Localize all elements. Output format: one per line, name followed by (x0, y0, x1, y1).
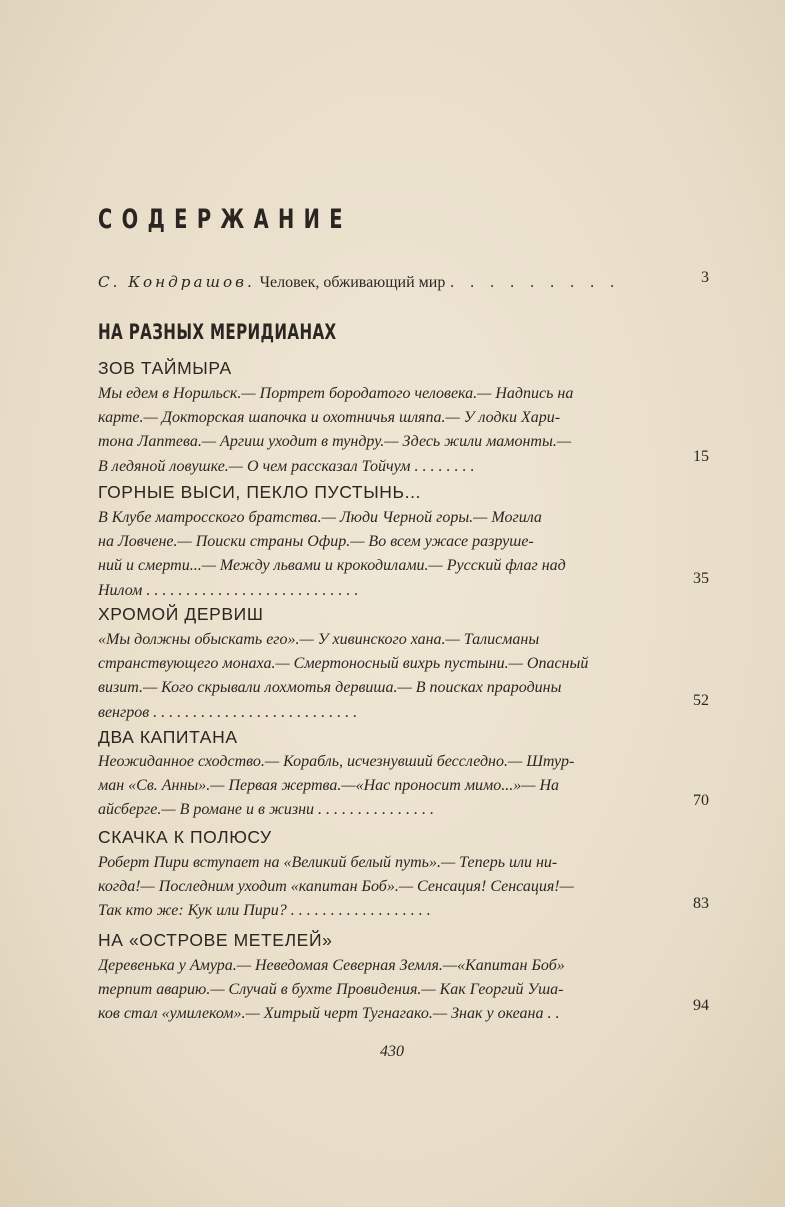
contents-line: венгров . . . . . . . . . . . . . . . . . . . . . . . . . . (98, 703, 358, 721)
section-title: ЗОВ ТАЙМЫРА (98, 358, 232, 378)
contents-line: на Ловчене.— Поиски страны Офир.— Во всем ужасе разруше- (98, 533, 534, 551)
contents-line: карте.— Докторская шапочка и охотничья шляпа.— У лодки Хари- (98, 409, 561, 427)
contents-line: В Клубе матросского братства.— Люди Черной горы.— Могила (98, 509, 542, 526)
intro-entry (98, 269, 710, 296)
intro-page-number: 3 (701, 269, 709, 286)
contents-line: когда!— Последним уходит «капитан Боб».— Сенсация! Сенсация!— (98, 878, 574, 896)
intro-author: С. Кондрашов. (98, 273, 255, 291)
section-page-number: 70 (693, 792, 709, 809)
section-contents (98, 628, 666, 725)
section-page-number: 94 (693, 997, 709, 1014)
section-page-number: 52 (693, 692, 709, 709)
contents-line: ман «Св. Анны».— Первая жертва.—«Нас проносит мимо...»— На (98, 777, 560, 795)
contents-line: ков стал «умилеком».— Хитрый черт Тугнагако.— Знак у океана . . (98, 1005, 560, 1023)
contents-line: Так кто же: Кук или Пири? . . . . . . . . . . . . . . . . . . (98, 902, 431, 920)
contents-line: ний и смерти...— Между львами и крокодилами.— Русский флаг над (98, 557, 566, 575)
part-title: НА РАЗНЫХ МЕРИДИАНАХ (98, 320, 337, 344)
section-page-number: 15 (693, 448, 709, 465)
page-title: СОДЕРЖАНИЕ (98, 204, 352, 235)
section-contents (98, 851, 666, 924)
contents-line: Роберт Пири вступает на «Великий белый путь».— Теперь или ни- (98, 854, 558, 871)
contents-line: тона Лаптева.— Аргиш уходит в тундру.— Здесь жили мамонты.— (98, 433, 572, 451)
section-contents (98, 382, 666, 479)
section-contents (98, 506, 666, 603)
contents-line: визит.— Кого скрывали лохмотья дервиша.— В поисках прародины (98, 679, 562, 697)
contents-line: Мы едем в Норильск.— Портрет бородатого человека.— Надпись на (98, 385, 574, 402)
page-folio: 430 (380, 1043, 404, 1060)
intro-title: Человек, обживающий мир (259, 274, 446, 291)
section-title: ХРОМОЙ ДЕРВИШ (98, 604, 264, 624)
contents-line: айсберге.— В романе и в жизни . . . . . . . . . . . . . . . (98, 801, 435, 819)
intro-leader-dots: . . . . . . . . . (450, 274, 621, 291)
contents-line: Деревенька у Амура.— Неведомая Северная Земля.—«Капитан Боб» (98, 957, 565, 974)
section-title: ГОРНЫЕ ВЫСИ, ПЕКЛО ПУСТЫНЬ... (98, 482, 421, 502)
contents-line: В ледяной ловушке.— О чем рассказал Тойчум . . . . . . . . (98, 457, 475, 475)
section-title: ДВА КАПИТАНА (98, 727, 238, 747)
section-title: СКАЧКА К ПОЛЮСУ (98, 827, 272, 847)
section-contents (98, 750, 666, 823)
contents-line: терпит аварию.— Случай в бухте Провидения.— Как Георгий Уша- (98, 981, 564, 999)
section-page-number: 83 (693, 895, 709, 912)
section-page-number: 35 (693, 570, 709, 587)
contents-line: Неожиданное сходство.— Корабль, исчезнувший бесследно.— Штур- (98, 753, 575, 770)
section-contents (98, 954, 666, 1027)
contents-line: странствующего монаха.— Смертоносный вихрь пустыни.— Опасный (98, 655, 589, 673)
contents-line: Нилом . . . . . . . . . . . . . . . . . . . . . . . . . . . (98, 581, 359, 599)
section-title: НА «ОСТРОВЕ МЕТЕЛЕЙ» (98, 930, 333, 950)
contents-line: «Мы должны обыскать его».— У хивинского хана.— Талисманы (98, 631, 540, 648)
